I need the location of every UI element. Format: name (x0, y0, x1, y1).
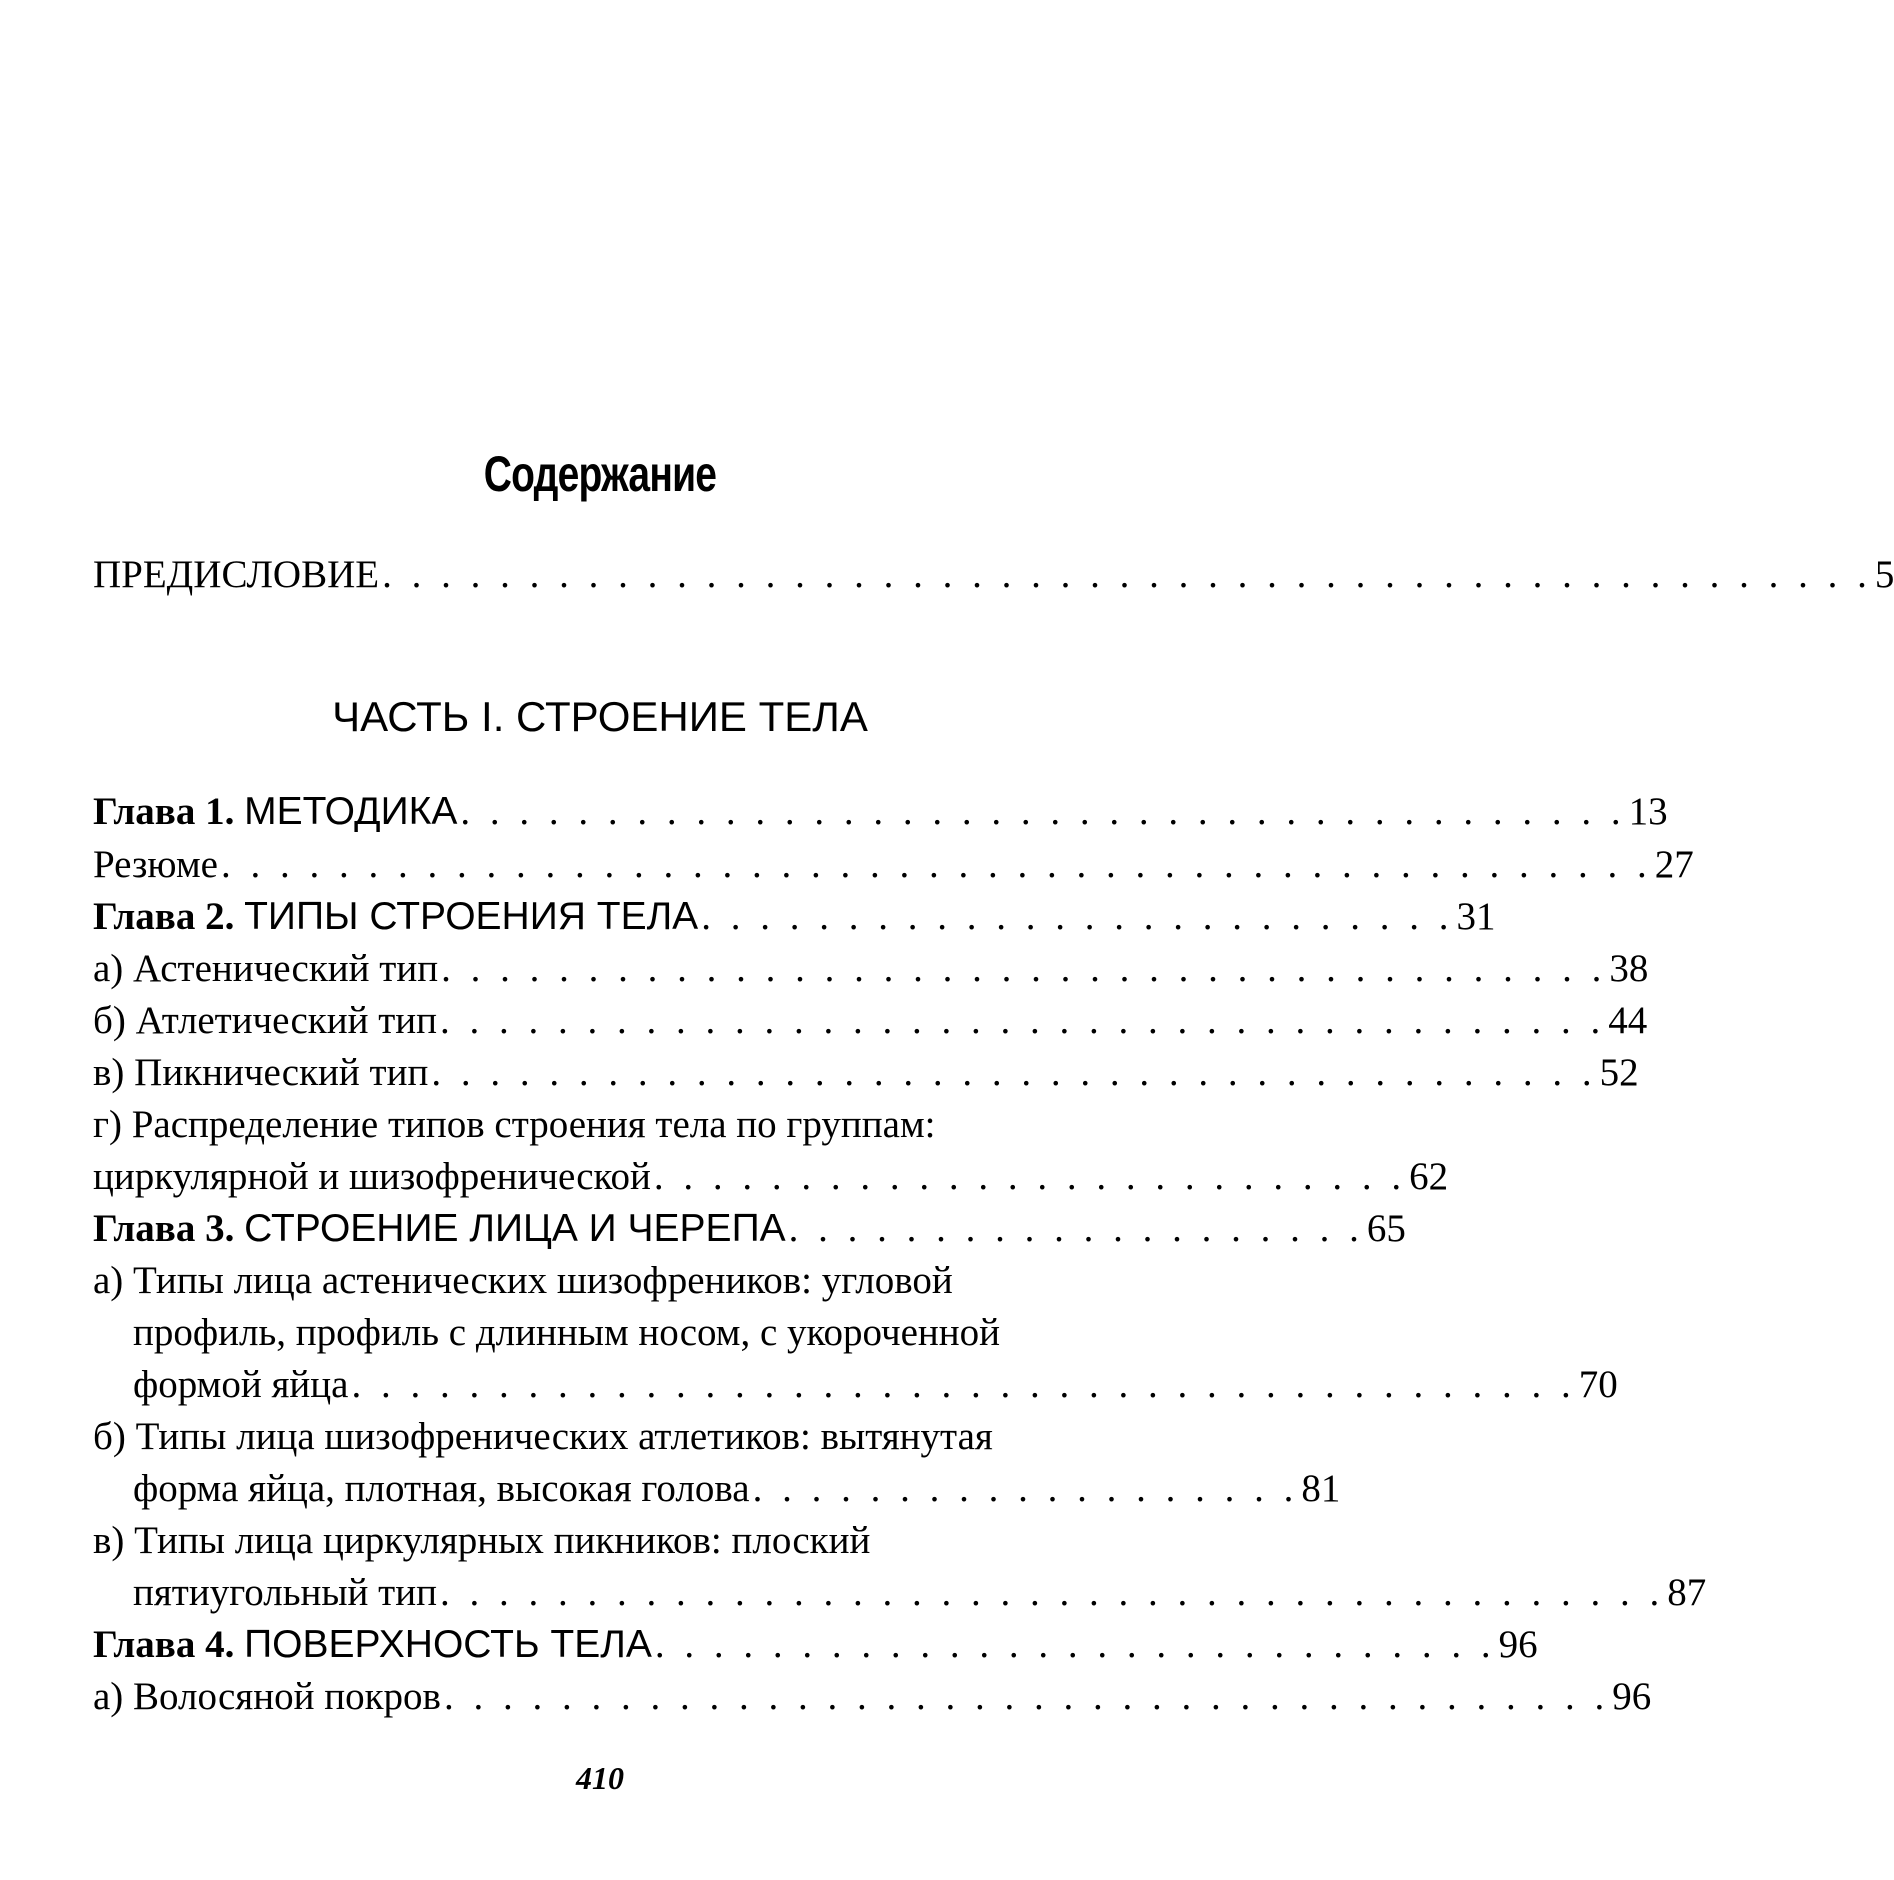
toc-page-number: 38 (1609, 947, 1649, 990)
toc-entry-3a-line2: профиль, профиль с длинным носом, с укороченной (133, 1311, 1001, 1354)
toc-label: Резюме (93, 843, 218, 886)
toc-page-number: 52 (1599, 1051, 1639, 1094)
toc-entry-chapter-4[interactable] (93, 1623, 1538, 1666)
toc-page-number: 31 (1456, 895, 1496, 938)
toc-entry-preface[interactable] (93, 553, 1894, 596)
toc-label: ТИПЫ СТРОЕНИЯ ТЕЛА (244, 895, 699, 938)
toc-label: форма яйца, плотная, высокая голова (133, 1467, 750, 1510)
toc-label: СТРОЕНИЕ ЛИЦА И ЧЕРЕПА (244, 1207, 786, 1250)
toc-entry-2b[interactable] (93, 999, 1648, 1042)
toc-page-number: 96 (1612, 1675, 1652, 1718)
toc-page-number: 62 (1409, 1155, 1449, 1198)
page-title: Содержание (483, 446, 717, 502)
toc-label: б) Атлетический тип (93, 999, 437, 1042)
leader-dots: . . . . . . . . . . . . . . . . . . . . . . . . . . . . . . . . . . . . . . . . . . (351, 1363, 1576, 1406)
toc-label: а) Астенический тип (93, 947, 439, 990)
toc-label: ПРЕДИСЛОВИЕ (93, 553, 380, 596)
chapter-prefix: Глава 1. (93, 790, 235, 833)
toc-entry-3c-line1: в) Типы лица циркулярных пикников: плоский (93, 1519, 871, 1562)
leader-dots: . . . . . . . . . . . . . . . . . . . . . . . . . . . . . . . . . . . . . . . . (440, 999, 1606, 1042)
leader-dots: . . . . . . . . . . . . . . . . . . . . . . . . . . . . . . . . . . . . . . . . (460, 790, 1626, 833)
leader-dots: . . . . . . . . . . . . . . . . . . . . . . . . . . (653, 1155, 1407, 1198)
toc-entry-2c[interactable] (93, 1051, 1639, 1094)
toc-entry-3b-line1: б) Типы лица шизофренических атлетиков: вытянутая (93, 1415, 993, 1458)
toc-page-number: 81 (1301, 1467, 1341, 1510)
toc-entry-3a[interactable] (133, 1363, 1618, 1406)
leader-dots: . . . . . . . . . . . . . . . . . . . . . . . . . . . . . . . . . . . . . . . . . . . . . . . . . . . (382, 553, 1872, 596)
toc-label: пятиугольный тип (133, 1571, 437, 1614)
toc-page-number: 87 (1667, 1571, 1707, 1614)
page-number: 410 (576, 1760, 624, 1796)
leader-dots: . . . . . . . . . . . . . . . . . . . . (788, 1207, 1364, 1250)
toc-entry-2d-line1: г) Распределение типов строения тела по группам: (93, 1103, 936, 1146)
toc-page-number: 65 (1366, 1207, 1406, 1250)
chapter-prefix: Глава 3. (93, 1207, 235, 1250)
leader-dots: . . . . . . . . . . . . . . . . . . . . . . . . . . . . . . . . . . . . . . . . (431, 1051, 1597, 1094)
toc-label: а) Волосяной покров (93, 1675, 441, 1718)
toc-entry-chapter-1[interactable] (93, 790, 1668, 833)
toc-entry-chapter-3[interactable] (93, 1207, 1406, 1250)
toc-page-number: 96 (1498, 1623, 1538, 1666)
toc-entry-2d[interactable] (93, 1155, 1449, 1198)
toc-page-number: 5 (1874, 553, 1894, 596)
toc-entry-3b[interactable] (133, 1467, 1341, 1510)
toc-label: формой яйца (133, 1363, 349, 1406)
leader-dots: . . . . . . . . . . . . . . . . . . . . . . . . . . . . . . . . . . . . . . . . (443, 1675, 1610, 1718)
toc-page-number: 13 (1628, 790, 1668, 833)
part-heading: ЧАСТЬ I. СТРОЕНИЕ ТЕЛА (332, 693, 868, 740)
toc-entry-3c[interactable] (133, 1571, 1707, 1614)
toc-entry-4a[interactable] (93, 1675, 1652, 1718)
leader-dots: . . . . . . . . . . . . . . . . . . . . . . . . . . (701, 895, 1454, 938)
toc-page-number: 27 (1654, 843, 1694, 886)
chapter-prefix: Глава 2. (93, 895, 235, 938)
leader-dots: . . . . . . . . . . . . . . . . . . . . . . . . . . . . . . . . . . . . . . . . . . . . . . . . . (220, 843, 1652, 886)
leader-dots: . . . . . . . . . . . . . . . . . . . . . . . . . . . . . (654, 1623, 1496, 1666)
toc-label: МЕТОДИКА (244, 790, 458, 833)
toc-page-number: 70 (1578, 1363, 1618, 1406)
toc-label: циркулярной и шизофренической (93, 1155, 651, 1198)
toc-entry-chapter-2[interactable] (93, 895, 1496, 938)
toc-entry-3a-line1: а) Типы лица астенических шизофреников: угловой (93, 1259, 953, 1302)
toc-label: ПОВЕРХНОСТЬ ТЕЛА (244, 1623, 652, 1666)
toc-entry-resume[interactable] (93, 843, 1694, 886)
toc-entry-2a[interactable] (93, 947, 1649, 990)
toc-label: в) Пикнический тип (93, 1051, 429, 1094)
leader-dots: . . . . . . . . . . . . . . . . . . . . . . . . . . . . . . . . . . . . . . . . (441, 947, 1607, 990)
toc-page-number: 44 (1608, 999, 1648, 1042)
leader-dots: . . . . . . . . . . . . . . . . . . . . . . . . . . . . . . . . . . . . . . . . . . (439, 1571, 1665, 1614)
chapter-prefix: Глава 4. (93, 1623, 235, 1666)
leader-dots: . . . . . . . . . . . . . . . . . . . (752, 1467, 1299, 1510)
